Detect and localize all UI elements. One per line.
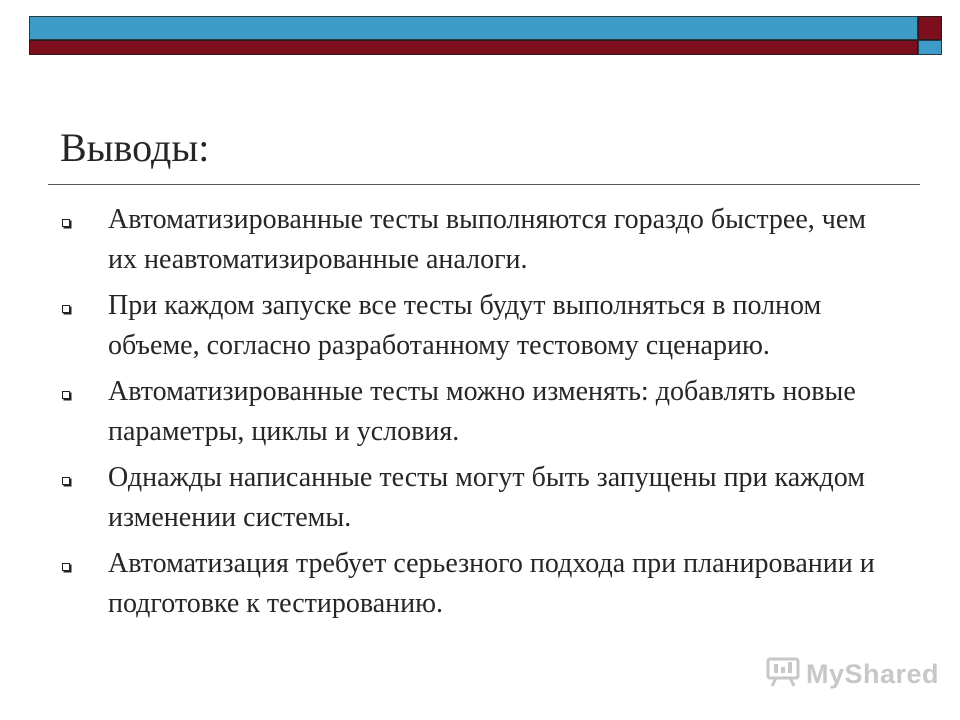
bullet-item (60, 286, 900, 366)
bullet-item (60, 544, 900, 624)
bullet-item (60, 372, 900, 452)
presentation-icon (766, 656, 800, 693)
title-divider (48, 184, 920, 185)
header-corner-blue (918, 40, 942, 55)
bullet-text: При каждом запуске все тесты будут выполняться в полном объеме, согласно разработанному тестовому сценарию. (108, 290, 822, 361)
square-bullet-icon (62, 219, 70, 227)
bullet-text: Автоматизированные тесты можно изменять: добавлять новые параметры, циклы и условия. (108, 376, 856, 447)
bullet-text: Автоматизированные тесты выполняются гораздо быстрее, чем их неавтоматизированные аналоги. (108, 204, 866, 275)
header-corner-red (918, 16, 942, 40)
bullet-item (60, 458, 900, 538)
square-bullet-icon (62, 563, 70, 571)
header-bar-red (29, 40, 918, 55)
bullet-list (60, 200, 900, 630)
square-bullet-icon (62, 391, 70, 399)
bullet-text: Автоматизация требует серьезного подхода при планировании и подготовке к тестированию. (108, 548, 875, 619)
watermark-text: MyShared (806, 658, 940, 689)
bullet-item (60, 200, 900, 280)
square-bullet-icon (62, 305, 70, 313)
slide-title: Выводы: (60, 125, 210, 170)
header-bar-blue (29, 16, 918, 40)
myshared-watermark (766, 654, 939, 694)
bullet-text: Однажды написанные тесты могут быть запущены при каждом изменении системы. (108, 462, 865, 533)
square-bullet-icon (62, 477, 70, 485)
